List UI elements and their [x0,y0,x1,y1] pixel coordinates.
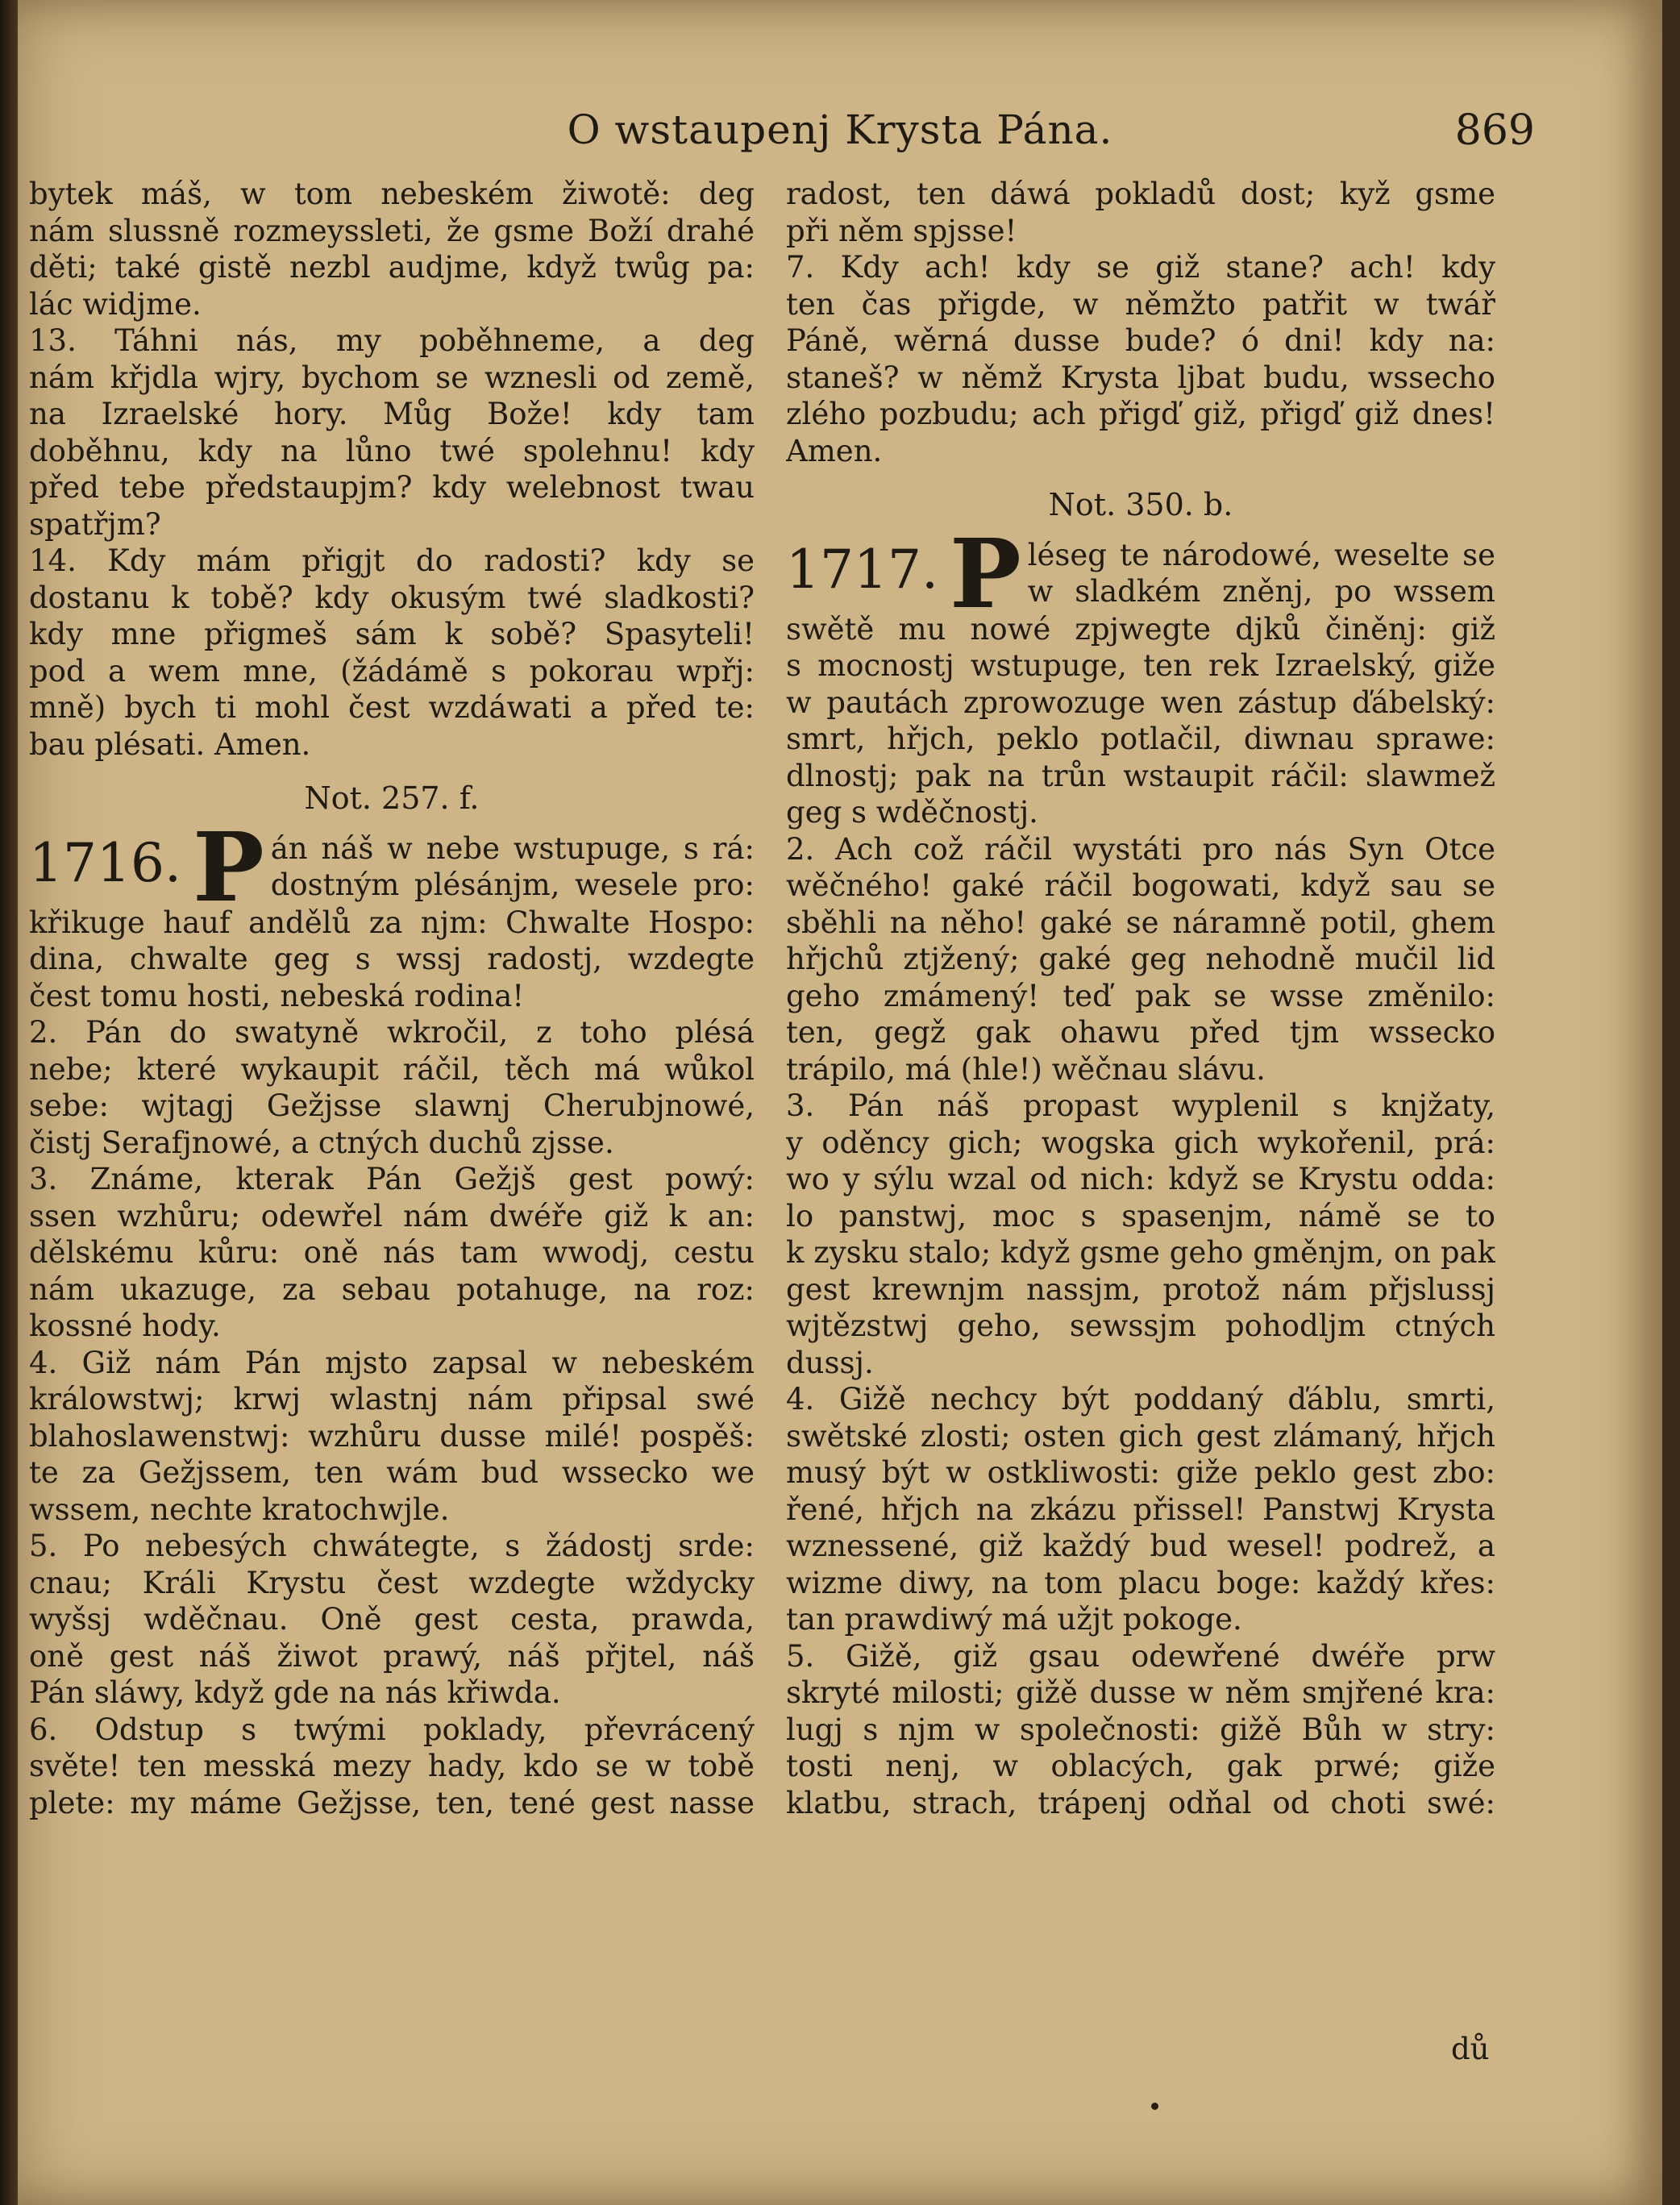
text-line: 2. Pán do swatyně wkročil, z toho plésá [29,1015,755,1050]
text-line: 4. Giž nám Pán mjsto zapsal w nebeském [29,1345,755,1380]
stanza-3 [786,1088,1495,1381]
text-line: radost, ten dáwá pokladů dost; kyž gsme [786,177,1495,211]
page-number: 869 [1454,106,1535,155]
text-line: 3. Známe, kterak Pán Gežjš gest powý: [29,1162,755,1196]
text-line: plete: my máme Gežjsse, ten, tené gest nasse [29,1785,755,1820]
text-line: wjtězstwj geho, sewssjm pohodljm ctných [786,1308,1495,1343]
text-line: geg s wděčnostj. [786,795,1038,830]
text-line: při něm spjsse! [786,213,1017,248]
text-line: cnau; Králi Krystu čest wzdegte wždycky [29,1565,755,1600]
stanza-4 [29,1345,755,1529]
text-line: 4. Gižě nechcy být poddaný ďáblu, smrti, [786,1382,1495,1417]
text-line: wznessené, giž každý bud wesel! podrež, a [786,1529,1495,1563]
text-line: lo panstwj, moc s spasenjm, námě se to [786,1198,1495,1234]
paragraph-continuation [786,176,1495,249]
text-line: nám slussně rozmeyssleti, že gsme Boží drahé [29,213,755,248]
catchword: dů [1451,2032,1490,2066]
text-line: Pán sláwy, když gde na nás křiwda. [29,1675,561,1710]
text-line: dina, chwalte geg s wssj radostj, wzdegte [29,942,755,976]
text-line: světe! ten messká mezy hady, kdo se w tobě [29,1749,755,1783]
text-line: blahoslawenstwj: wzhůru dusse milé! pospěš: [29,1418,755,1454]
paragraph-13 [29,322,755,543]
text-line: 13. Táhni nás, my poběhneme, a deg [29,323,755,358]
text-line: wizme diwy, na tom placu boge: každý křes: [786,1565,1495,1600]
hymn-first-lines [1028,537,1495,610]
text-line: w sladkém zněnj, po wssem [1027,574,1495,609]
text-line: swětě mu nowé zpjwegte djků činěnj: giž [786,611,1495,647]
text-line: doběhnu, kdy na lůno twé spolehnu! kdy [29,433,755,468]
text-line: bau plésati. Amen. [29,726,311,762]
text-line: dostným plésánjm, wesele pro: [270,867,755,902]
running-title: O wstaupenj Krysta Pána. [567,106,1113,153]
text-line: nám ukazuge, za sebau potahuge, na roz: [29,1271,755,1307]
text-line: dlnostj; pak na trůn wstaupit ráčil: slawmež [786,758,1495,793]
stanza-2 [29,1014,755,1161]
text-line: pod a wem mne, (žádámě s pokorau wpřj: [29,653,755,689]
text-line: tan prawdiwý má užjt pokoge. [786,1602,1242,1637]
stanza-2 [786,831,1495,1088]
text-line: nebe; které wykaupit ráčil, těch má wůkol [29,1051,755,1087]
text-line: wyšsj wděčnau. Oně gest cesta, prawda, [29,1602,755,1637]
text-line: k zysku stalo; když gsme geho gměnjm, on pak [786,1235,1495,1270]
text-line: nám křjdla wjry, bychom se wznesli od země, [29,360,755,395]
book-gutter [0,0,18,2205]
text-line: děti; také gistě nezbl audjme, když twůg pa: [29,250,755,285]
text-line: kdy mne přigmeš sám k sobě? Spasyteli! [29,617,755,651]
drop-cap: P [192,810,264,923]
text-line: lugj s njm w společnosti: gižě Bůh w stry: [786,1712,1495,1747]
drop-cap: P [949,517,1021,630]
text-line: křikuge hauf andělů za njm: Chwalte Hospo: [29,905,755,940]
text-line: te za Gežjssem, ten wám bud wssecko we [29,1455,755,1490]
text-line: ten čas přigde, w němžto patřit w twář [786,286,1495,322]
text-line: 2. Ach což ráčil wystáti pro nás Syn Otce [786,831,1495,867]
text-line: na Izraelské hory. Můg Bože! kdy tam [29,397,755,431]
text-line: 14. Kdy mám přigjt do radosti? kdy se [29,543,755,578]
text-line: králowstwj; krwj wlastnj nám připsal swé [29,1382,755,1417]
stanza-5 [29,1528,755,1712]
hymn-reference: Not. 350. b. [1048,487,1233,522]
text-line: án náš w nebe wstupuge, s rá: [270,830,755,866]
text-line: oně gest náš žiwot prawý, náš přjtel, náš [29,1638,755,1674]
text-line: mně) bych ti mohl čest wzdáwati a před te: [29,690,755,725]
text-line: řené, hřjch na zkázu přissel! Panstwj Krysta [786,1491,1495,1527]
stanza-6 [29,1712,755,1822]
hymn-number: 1717. [786,538,938,601]
hymn-number: 1716. [29,831,181,894]
paragraph-14 [29,543,755,763]
text-line: wssem, nechte kratochwjle. [29,1491,450,1527]
hymn-reference: Not. 257. f. [304,780,480,816]
text-line: před tebe předstaupjm? kdy welebnost twau [29,470,755,505]
text-line: skryté milosti; gižě dusse w něm smjřené kra: [786,1675,1495,1710]
text-line: kossné hody. [29,1308,221,1343]
text-line: čest tomu hosti, nebeská rodina! [29,978,525,1013]
text-line: ten, gegž gak ohawu před tjm wssecko [786,1015,1495,1050]
right-column [786,176,1495,1821]
text-line: sebe: wjtagj Gežjsse slawnj Cherubjnowé, [29,1088,755,1123]
text-line: klatbu, strach, trápenj odňal od choti swé: [786,1785,1495,1820]
text-line: dělskému kůru: oně nás tam wwodj, cestu [29,1235,755,1270]
text-line: smrt, hřjch, peklo potlačil, diwnau sprawe: [786,722,1495,756]
text-line: lác widjme. [29,286,202,322]
hymn-body [29,905,755,1015]
text-line: léseg te národowé, weselte se [1027,537,1495,572]
text-line: spatřjm? [29,506,161,542]
stanza-4 [786,1381,1495,1638]
text-line: swětské zlosti; osten gich gest zlámaný, hřjch [786,1418,1495,1454]
text-line: Páně, wěrná dusse bude? ó dni! kdy na: [786,323,1495,358]
text-line: zlého pozbudu; ach přigď giž, přigď giž dnes! [786,397,1495,431]
text-line: 3. Pán náš propast wyplenil s knjžaty, [786,1088,1495,1123]
text-line: y oděncy gich; wogska gich wykořenil, prá: [786,1125,1495,1160]
stanza-3 [29,1161,755,1345]
text-line: 5. Gižě, giž gsau odewřené dwéře prw [786,1638,1495,1674]
paragraph-7 [786,249,1495,469]
text-line: staneš? w němž Krysta ljbat budu, wssecho [786,360,1495,395]
text-line: 5. Po nebesých chwátegte, s žádostj srde: [29,1529,755,1563]
hymn-body [786,611,1495,831]
text-line: ssen wzhůru; odewřel nám dwéře giž k an: [29,1198,755,1234]
text-line: bytek máš, w tom nebeském žiwotě: deg [29,177,755,211]
text-line: gest krewnjm nassjm, protož nám přjslussj [786,1271,1495,1307]
ink-blot [1151,2103,1158,2110]
stanza-5 [786,1638,1495,1822]
paragraph-continuation [29,176,755,322]
text-line: 6. Odstup s twými poklady, převrácený [29,1712,755,1747]
text-line: tosti nenj, w oblacých, gak prwé; giže [786,1749,1495,1783]
text-line: dussj. [786,1345,874,1380]
text-line: hřjchů ztjžený; gaké geg nehodně mučil lid [786,942,1495,976]
text-line: w pautách zprowozuge wen zástup ďábelský: [786,684,1495,720]
text-line: sběhli na něho! gaké se náramně potil, ghem [786,905,1495,940]
text-line: wo y sýlu wzal od nich: když se Krystu odda: [786,1162,1495,1196]
text-line: 7. Kdy ach! kdy se giž stane? ach! kdy [786,250,1495,285]
text-line: trápilo, má (hle!) wěčnau slávu. [786,1051,1266,1087]
text-line: dostanu k tobě? kdy okusým twé sladkosti? [29,580,755,615]
text-line: wěčného! gaké ráčil bogowati, když sau se [786,868,1495,903]
text-line: musý být w ostkliwosti: giže peklo gest zbo: [786,1455,1495,1490]
text-line: geho zmámený! teď pak se wsse změnilo: [786,978,1495,1013]
left-column [29,176,755,1821]
text-line: s mocnostj wstupuge, ten rek Izraelský, giže [786,648,1495,683]
text-line: Amen. [786,433,883,468]
text-line: čistj Serafjnowé, a ctných duchů zjsse. [29,1125,614,1160]
hymn-first-lines [271,830,755,904]
